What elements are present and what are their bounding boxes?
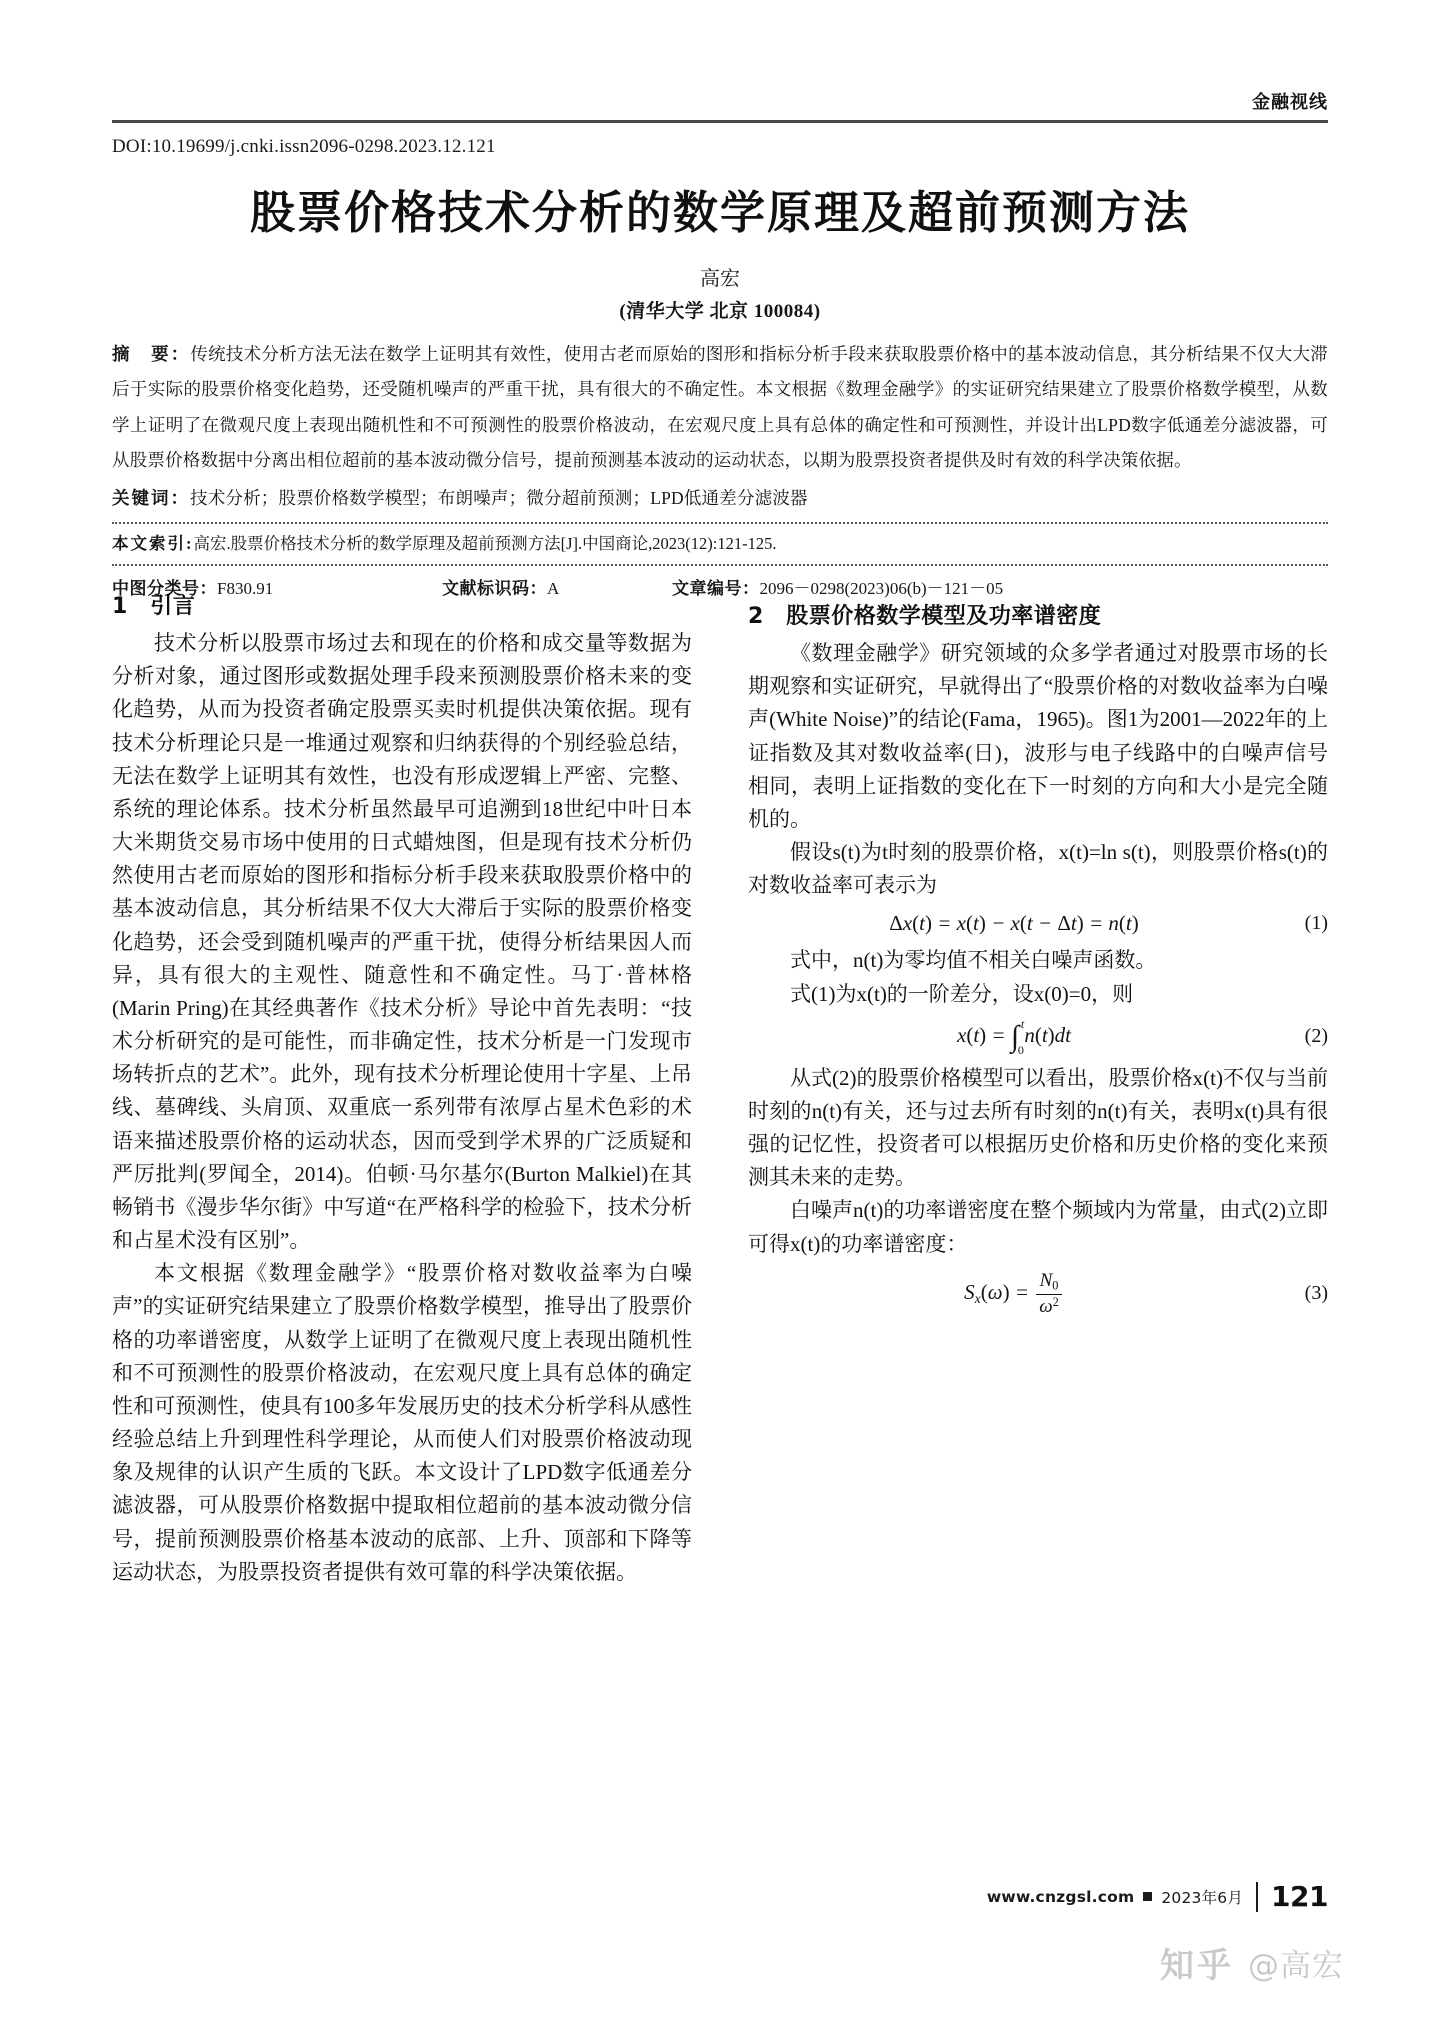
equation-1	[748, 911, 1328, 936]
clc-label: 中图分类号：	[112, 579, 217, 599]
running-head-label: 金融视线	[1252, 92, 1328, 113]
section2-note-after-eq1: 式中，n(t)为零均值不相关白噪声函数。	[790, 948, 1157, 973]
citation-label: 本文索引:	[112, 533, 194, 553]
column-left	[112, 590, 692, 1845]
equation-1-number: (1)	[1304, 912, 1328, 935]
section2-paragraph-4: 白噪声n(t)的功率谱密度在整个频域内为常量，由式(2)立即可得x(t)的功率谱密度：	[748, 1198, 1328, 1256]
equation-2-number: (2)	[1304, 1025, 1328, 1048]
footer-site-url: www.cnzgsl.com	[986, 1887, 1135, 1906]
article-number-label: 文章编号：	[672, 579, 760, 599]
author-affiliation: (清华大学 北京 100084)	[619, 301, 821, 322]
integral-icon: ∫ 0 t	[1010, 1016, 1025, 1057]
footer-issue-date: 2023年6月	[1161, 1888, 1244, 1907]
equation-2-body: x(t) = ∫ 0 t n(t)dt	[957, 1016, 1071, 1057]
fraction: $\frac{N_0}{\omega^2}$	[1036, 1270, 1062, 1318]
section1-paragraph-1: 技术分析以股票市场过去和现在的价格和成交量等数据为分析对象，通过图形或数据处理手段来预测股票价格未来的变化趋势，从而为投资者确定股票买卖时机提供决策依据。现有技术分析理论只是一堆通过观察和归纳获得的个别经验总结，无法在数学上证明其有效性，也没有形成逻辑上严密、完整、系统的理论体系。技术分析虽然最早可追溯到18世纪中叶日本大米期货交易市场中使用的日式蜡烛图，但是现有技术分析仍然使用古老而原始的图形和指标分析手段来获取股票价格中的基本波动信息，其分析结果不仅大大滞后于实际的股票价格变化趋势，还会受到随机噪声的严重干扰，使得分析结果因人而异，具有很大的主观性、随意性和不确定性。马丁·普林格(Marin Pring)在其经典著作《技术分析》导论中首先表明：“技术分析研究的是可能性，而非确定性，技术分析是一门发现市场转折点的艺术”。此外，现有技术分析理论使用十字星、上吊线、墓碑线、头肩顶、双重底一系列带有浓厚占星术色彩的术语来描述股票价格的运动状态，因而受到学术界的广泛质疑和严厉批判(罗闻全，2014)。伯顿·马尔基尔(Burton Malkiel)在其畅销书《漫步华尔街》中写道“在严格科学的检验下，技术分析和占星术没有区别”。	[112, 631, 692, 1253]
keywords-line	[112, 482, 1328, 515]
section-heading-2: 2 股票价格数学模型及功率谱密度	[748, 604, 1102, 629]
section2-paragraph-1: 《数理金融学》研究领域的众多学者通过对股票市场的长期观察和实证研究，早就得出了“股票价格的对数收益率为白噪声(White Noise)”的结论(Fama，1965)。图1为2001—2022年的上证指数及其对数收益率(日)，波形与电子线路中的白噪声信号相同，表明上证指数的变化在下一时刻的方向和大小是完全随机的。	[748, 641, 1328, 831]
clc-value: F830.91	[217, 579, 274, 599]
citation-text: 高宏.股票价格技术分析的数学原理及超前预测方法[J].中国商论,2023(12):121-125.	[193, 533, 777, 553]
keywords-text: 技术分析；股票价格数学模型；布朗噪声；微分超前预测；LPD低通差分滤波器	[190, 488, 808, 509]
equation-1-body: Δx(t) = x(t) − x(t − Δt) = n(t)	[889, 911, 1139, 936]
zhihu-watermark	[1160, 1938, 1344, 1987]
doc-code-value: A	[547, 579, 560, 599]
section2-note-before-eq2: 式(1)为x(t)的一阶差分，设x(0)=0，则	[790, 981, 1134, 1006]
citation-line	[112, 529, 1328, 559]
abstract-block	[112, 337, 1328, 599]
section2-paragraph-3: 从式(2)的股票价格模型可以看出，股票价格x(t)不仅与当前时刻的n(t)有关，还与过去所有时刻的n(t)有关，表明x(t)具有很强的记忆性，投资者可以根据历史价格和历史价格的变化来预测其未来的走势。	[748, 1065, 1328, 1190]
keywords-label: 关键词：	[112, 488, 190, 509]
section2-paragraph-2: 假设s(t)为t时刻的股票价格，x(t)=ln s(t)，则股票价格s(t)的对数收益率可表示为	[748, 840, 1328, 898]
author-name: 高宏	[700, 268, 740, 290]
equation-3	[748, 1270, 1328, 1318]
column-right	[748, 590, 1328, 1845]
section1-paragraph-2: 本文根据《数理金融学》“股票价格对数收益率为白噪声”的实证研究结果建立了股票价格数学模型，推导出了股票价格的功率谱密度，从数学上证明了在微观尺度上表现出随机性和不可预测性的股票价格波动，在宏观尺度上具有总体的确定性和可预测性，使具有100多年发展历史的技术分析学科从感性经验总结上升到理性科学理论，从而使人们对股票价格波动现象及规律的认识产生质的飞跃。本文设计了LPD数字低通差分滤波器，可从股票价格数据中提取相位超前的基本波动微分信号，提前预测股票价格基本波动的底部、上升、顶部和下降等运动状态，为股票投资者提供有效可靠的科学决策依据。	[112, 1261, 692, 1584]
page-title: 股票价格技术分析的数学原理及超前预测方法	[249, 186, 1190, 239]
header-divider	[112, 120, 1328, 123]
citation-divider-top	[112, 522, 1328, 524]
article-number-value: 2096－0298(2023)06(b)－121－05	[759, 579, 1004, 599]
zhihu-handle: @高宏	[1248, 1948, 1344, 1984]
zhihu-logo: 知乎	[1160, 1946, 1234, 1986]
footer-page-number: 121	[1271, 1880, 1328, 1913]
footer-divider	[1256, 1882, 1258, 1912]
section-heading-1: 1 引言	[112, 594, 196, 619]
page-footer	[112, 1880, 1328, 1913]
running-head	[112, 88, 1328, 114]
abstract-text: 传统技术分析方法无法在数学上证明其有效性，使用古老而原始的图形和指标分析手段来获取股票价格中的基本波动信息，其分析结果不仅大大滞后于实际的股票价格变化趋势，还受随机噪声的严重干扰，具有很大的不确定性。本文根据《数理金融学》的实证研究结果建立了股票价格数学模型，从数学上证明了在微观尺度上表现出随机性和不可预测性的股票价格波动，在宏观尺度上具有总体的确定性和可预测性，并设计出LPD数字低通差分滤波器，可从股票价格数据中分离出相位超前的基本波动微分信号，提前预测基本波动的运动状态，以期为股票投资者提供及时有效的科学决策依据。	[112, 344, 1328, 471]
doi-line: DOI:10.19699/j.cnki.issn2096-0298.2023.12.121	[112, 136, 496, 157]
doc-code-label: 文献标识码：	[442, 579, 547, 599]
abstract-paragraph	[112, 337, 1328, 478]
equation-3-number: (3)	[1304, 1282, 1328, 1305]
abstract-label: 摘 要：	[112, 344, 191, 364]
citation-divider-bottom	[112, 564, 1328, 566]
footer-square-icon	[1143, 1892, 1152, 1901]
equation-2	[748, 1016, 1328, 1057]
equation-3-body: $S_x(\omega)$ = $\frac{N_0}{\omega^2}$	[748, 1270, 1280, 1318]
body-columns	[112, 590, 1328, 1845]
